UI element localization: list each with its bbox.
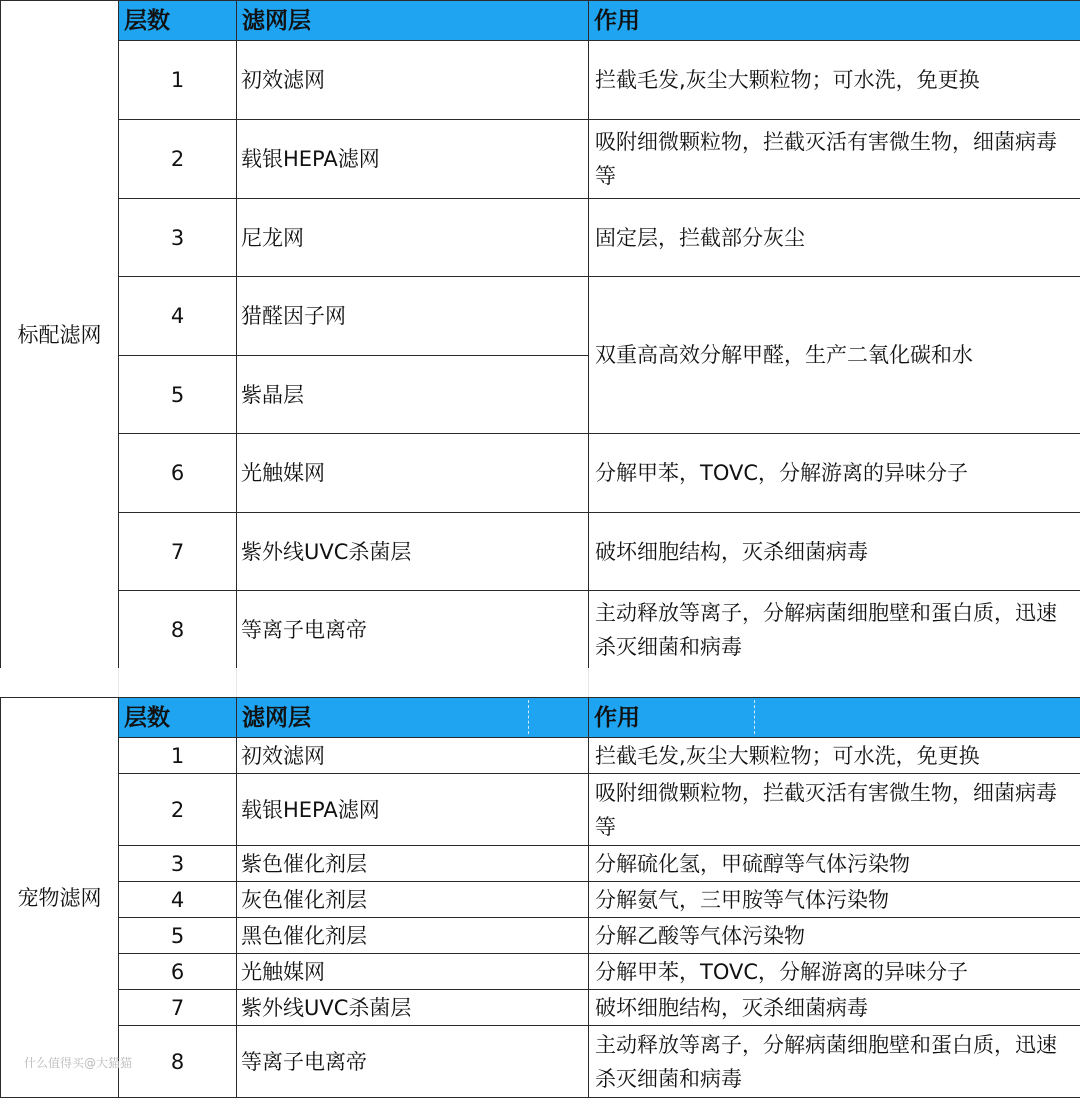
table-header-row: [1, 698, 1080, 738]
filter-function: 分解甲苯，TOVC，分解游离的异味分子: [589, 954, 1080, 990]
filter-function: 固定层，拦截部分灰尘: [589, 199, 1080, 277]
filter-name: 载银HEPA滤网: [237, 120, 589, 199]
layer-number: 2: [119, 120, 237, 199]
filter-function: 主动释放等离子，分解病菌细胞壁和蛋白质，迅速杀灭细菌和病毒: [589, 591, 1080, 669]
table-row: [1, 774, 1080, 846]
header-function: 作用: [589, 698, 1080, 738]
header-layer: 层数: [119, 1, 237, 41]
filter-name: 尼龙网: [237, 199, 589, 277]
table-row: [1, 882, 1080, 918]
table-row: [1, 513, 1080, 591]
layer-number: 5: [119, 918, 237, 954]
table-row: [1, 990, 1080, 1026]
filter-function: 拦截毛发,灰尘大颗粒物；可水洗，免更换: [589, 41, 1080, 120]
filter-function: 破坏细胞结构，灭杀细菌病毒: [589, 513, 1080, 591]
filter-function: 分解氨气，三甲胺等气体污染物: [589, 882, 1080, 918]
filter-name: 光触媒网: [237, 954, 589, 990]
table-row: [1, 41, 1080, 120]
filter-name: 黑色催化剂层: [237, 918, 589, 954]
header-dashed-guide: [528, 700, 529, 734]
separator-gridline: [118, 668, 119, 697]
filter-name: 紫晶层: [237, 356, 589, 434]
filter-function: 吸附细微颗粒物，拦截灭活有害微生物，细菌病毒等: [589, 774, 1080, 846]
filter-function: 分解乙酸等气体污染物: [589, 918, 1080, 954]
filter-function: 双重高高效分解甲醛，生产二氧化碳和水: [589, 277, 1080, 434]
filter-name: 初效滤网: [237, 738, 589, 774]
pet-filter-table: [0, 697, 1080, 1098]
filter-name: 紫外线UVC杀菌层: [237, 990, 589, 1026]
filter-function: 分解甲苯，TOVC，分解游离的异味分子: [589, 434, 1080, 513]
filter-function: 破坏细胞结构，灭杀细菌病毒: [589, 990, 1080, 1026]
table-row: [1, 199, 1080, 277]
layer-number: 6: [119, 954, 237, 990]
watermark: 什么值得买@大猫猫: [24, 1056, 133, 1070]
category-label: 宠物滤网: [1, 698, 119, 1098]
filter-function: 吸附细微颗粒物，拦截灭活有害微生物，细菌病毒等: [589, 120, 1080, 199]
header-dashed-guide: [754, 700, 755, 734]
table-row: [1, 846, 1080, 882]
layer-number: 6: [119, 434, 237, 513]
table-row: [1, 591, 1080, 669]
layer-number: 4: [119, 277, 237, 356]
layer-number: 8: [119, 1026, 237, 1098]
filter-name: 猎醛因子网: [237, 277, 589, 356]
filter-name: 灰色催化剂层: [237, 882, 589, 918]
layer-number: 5: [119, 356, 237, 434]
filter-name: 光触媒网: [237, 434, 589, 513]
table-row: [1, 434, 1080, 513]
layer-number: 7: [119, 990, 237, 1026]
filter-function: 主动释放等离子，分解病菌细胞壁和蛋白质，迅速杀灭细菌和病毒: [589, 1026, 1080, 1098]
table-row: [1, 120, 1080, 199]
filter-function: 分解硫化氢，甲硫醇等气体污染物: [589, 846, 1080, 882]
header-function: 作用: [589, 1, 1080, 41]
header-filter: 滤网层: [237, 698, 589, 738]
table-row: [1, 1026, 1080, 1098]
category-label: 标配滤网: [1, 1, 119, 669]
layer-number: 7: [119, 513, 237, 591]
table-row: [1, 738, 1080, 774]
layer-number: 2: [119, 774, 237, 846]
filter-name: 初效滤网: [237, 41, 589, 120]
filter-name: 载银HEPA滤网: [237, 774, 589, 846]
table-row: [1, 918, 1080, 954]
table-header-row: [1, 1, 1080, 41]
filter-name: 紫色催化剂层: [237, 846, 589, 882]
table-row: [1, 954, 1080, 990]
filter-name: 紫外线UVC杀菌层: [237, 513, 589, 591]
filter-name: 等离子电离帝: [237, 591, 589, 669]
layer-number: 1: [119, 738, 237, 774]
layer-number: 4: [119, 882, 237, 918]
header-filter: 滤网层: [237, 1, 589, 41]
table-row: [1, 277, 1080, 356]
layer-number: 3: [119, 199, 237, 277]
header-layer: 层数: [119, 698, 237, 738]
table-separator: [0, 668, 1080, 697]
filter-name: 等离子电离帝: [237, 1026, 589, 1098]
layer-number: 8: [119, 591, 237, 669]
separator-gridline: [236, 668, 237, 697]
separator-gridline: [588, 668, 589, 697]
filter-function: 拦截毛发,灰尘大颗粒物；可水洗，免更换: [589, 738, 1080, 774]
layer-number: 3: [119, 846, 237, 882]
layer-number: 1: [119, 41, 237, 120]
